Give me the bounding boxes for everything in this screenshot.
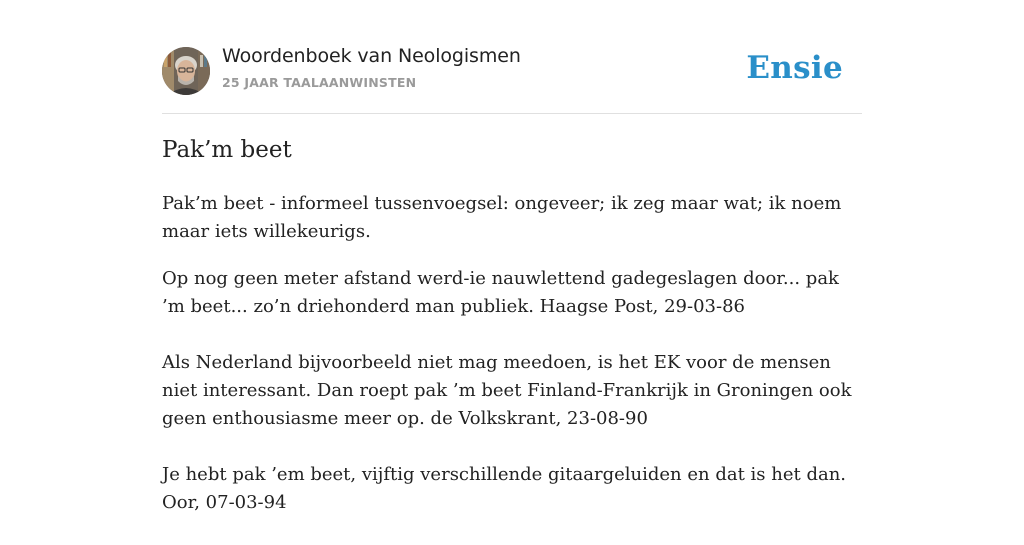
quote-item: Als Nederland bijvoorbeeld niet mag meedoen, is het EK voor de mensen niet interessant. Dan roept pak ’m beet Finland-Frankrijk in Groningen ook geen enthousiasme meer op. de Volkskrant, 23-08-90	[162, 352, 852, 429]
entry-definition: Pak’m beet - informeel tussenvoegsel: ongeveer; ik zeg maar wat; ik noem maar iets willekeurigs.	[162, 193, 842, 242]
author-portrait-icon	[162, 47, 210, 95]
site-title[interactable]: Woordenboek van Neologismen	[222, 45, 521, 67]
avatar[interactable]	[162, 47, 210, 95]
site-subtitle: 25 JAAR TAALAANWINSTEN	[222, 75, 417, 90]
quote-item: Op nog geen meter afstand werd-ie nauwlettend gadegeslagen door... pak ’m beet... zo’n driehonderd man publiek. Haagse Post, 29-03-86	[162, 268, 839, 317]
entry-quotes	[162, 265, 862, 545]
page-container	[162, 0, 862, 513]
page-title: Pak’m beet	[162, 137, 292, 163]
site-header	[162, 0, 862, 114]
quote-item: Je hebt pak ’em beet, vijftig verschillende gitaargeluiden en dat is het dan. Oor, 07-03-94	[162, 464, 847, 513]
ensie-logo-link[interactable]: Ensie	[746, 50, 843, 86]
